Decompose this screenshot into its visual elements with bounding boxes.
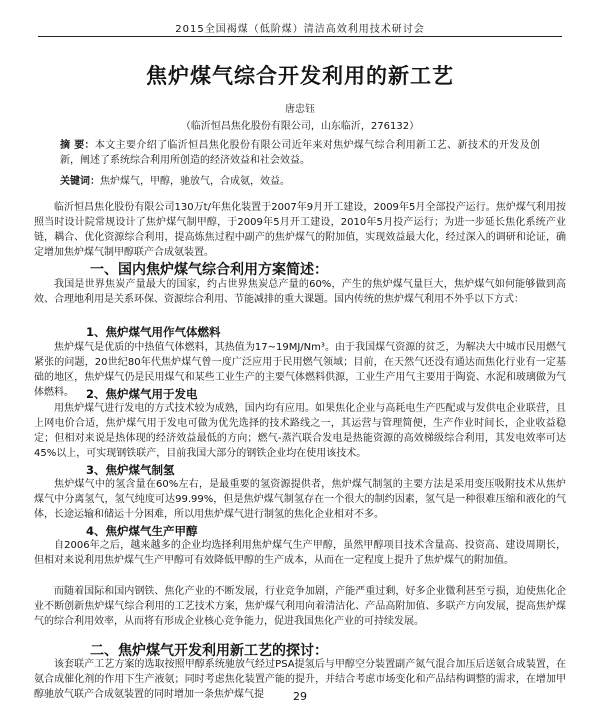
subsection-4-text-1: 自2006年之后，越来越多的企业均选择利用焦炉煤气生产甲醇，虽然甲醇项目技术含量高、投资高、建设周期长，但相对来说利用焦炉煤气生产甲醇可有效降低甲醇的生产成本，从而在一定程度上提升了焦炉煤气的附加值。 [34, 540, 566, 566]
abstract-text: 本文主要介绍了临沂恒昌焦化股份有限公司近年来对焦炉煤气综合利用新工艺、新技术的开发及创新，阐述了系统综合利用所创造的经济效益和社会效益。 [60, 140, 541, 166]
subsection-1-text: 焦炉煤气是优质的中热值气体燃料，其热值为17~19MJ/Nm³。由于我国煤气资源的贫乏，为解决大中城市民用燃气紧张的问题，20世纪80年代焦炉煤气曾一度广泛应用于民用燃气领域；目前，在天然气还没有通达而焦化行业有一定基础的地区，焦炉煤气仍是民用煤气和某些工业生产的主要气体燃料供源，工业生产用气主要用于陶瓷、水泥和玻璃做为气体燃料。 [34, 342, 566, 398]
section-1-intro: 我国是世界焦炭产量最大的国家，约占世界焦炭总产量的60%，产生的焦炉煤气量巨大，焦炉煤气如何能够做到高效、合理地利用是关系环保、资源综合利用、节能减排的重大课题。国内传统的焦炉煤气利用不外乎以下方式： [34, 279, 566, 305]
section-2-text: 该套联产工艺方案的选取按照甲醇系统驰放气经过PSA提氢后与甲醇空分装置副产氮气混合加压后送氨合成装置，在氨合成催化剂的作用下生产液氨；同时考虑焦化装置产能的提升，并结合考虑市场变化和产品结构调整的需求，在增加甲醇驰放气联产合成氨装置的同时增加一条焦炉煤气提 [34, 659, 566, 700]
affiliation: （临沂恒昌焦化股份有限公司，山东临沂，276132） [180, 121, 420, 132]
subsection-4-text-2: 而随着国际和国内钢铁、焦化产业的不断发展，行业竞争加剧，产能严重过剩，好多企业微利甚至亏损，迫使焦化企业不断创新焦炉煤气综合利用的工艺技术方案，焦炉煤气利用向着清洁化、产品高附加值、多联产方向发展，提高焦炉煤气的综合利用效率，从而将有形成企业核心竞争能力，促进我国焦化产业的可持续发展。 [34, 586, 566, 627]
subsection-2-text: 用焦炉煤气进行发电的方式技术较为成熟，国内均有应用。如果焦化企业与高耗电生产匹配或与发供电企业联营，且上网电价合适，焦炉煤气用于发电可做为优先选择的技术路线之一，其运营与管理简便，生产作业时间长，企业收益稳定；但相对来说是热体现的经济效益最低的方向；燃气-蒸汽联合发电是热能资源的高效梯级综合利用，其发电效率可达45%以上，可实现钢铁联产，目前我国大部分的钢铁企业均在使用该技术。 [34, 403, 566, 459]
subsection-1-heading: 1、焦炉煤气用作气体燃料 [86, 325, 221, 339]
running-head: 2015全国褐煤（低阶煤）清洁高效利用技术研讨会 [175, 24, 425, 35]
subsection-2-heading: 2、焦炉煤气用于发电 [86, 387, 198, 401]
subsection-3-text: 焦炉煤气中的氢含量在60%左右，是最重要的氢资源提供者，焦炉煤气制氢的主要方法是采用变压吸附技术从焦炉煤气中分离氢气，氢气纯度可达99.99%，但是焦炉煤气制氢存在一个很大的制约因素，氢气是一种很难压缩和液化的气体，长途运输和储运十分困难，所以用焦炉煤气进行制氢的焦化企业相对不多。 [34, 479, 566, 520]
intro-paragraph: 临沂恒昌焦化股份有限公司130万t/年焦化装置于2007年9月开工建设，2009年5月全部投产运行。焦炉煤气利用按照当时设计院常规设计了焦炉煤气制甲醇，于2009年5月开工建设，2010年5月投产运行；为进一步延长焦化系统产业链，耦合、优化资源综合利用，提高炼焦过程中副产的焦炉煤气的附加值，实现效益最大化，经过深入的调研和论证，确定增加焦炉煤气制甲醇联产合成氨装置。 [34, 202, 566, 258]
subsection-3-heading: 3、焦炉煤气制氢 [86, 463, 175, 477]
paper-title: 焦炉煤气综合开发利用的新工艺 [146, 64, 454, 88]
author: 唐忠钰 [285, 104, 315, 115]
abstract-label: 摘 要： [60, 140, 95, 151]
subsection-4-heading: 4、焦炉煤气生产甲醇 [86, 524, 198, 538]
page-number: 29 [293, 690, 307, 703]
section-2-heading: 二、焦炉煤气开发利用新工艺的探讨： [90, 643, 328, 659]
keywords [60, 172, 540, 187]
keywords-label: 关键词： [60, 176, 100, 187]
abstract [60, 138, 540, 168]
keywords-text: 焦炉煤气，甲醇，驰放气，合成氨，效益。 [100, 176, 290, 187]
header-rule [38, 36, 562, 37]
section-1-heading: 一、国内焦炉煤气综合利用方案简述： [90, 262, 328, 278]
